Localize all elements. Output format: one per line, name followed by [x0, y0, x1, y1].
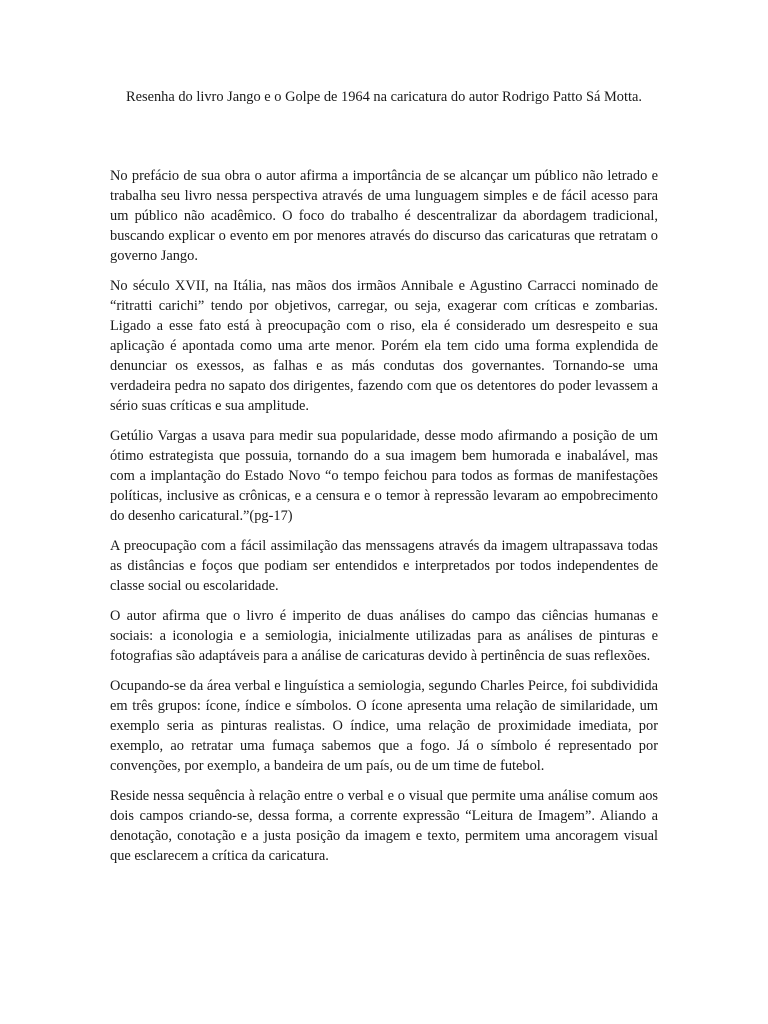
document-title: Resenha do livro Jango e o Golpe de 1964 na caricatura do autor Rodrigo Patto Sá Motta. [126, 89, 642, 105]
paragraph-4: A preocupação com a fácil assimilação das menssagens através da imagem ultrapassava todas as distâncias e foços que podiam ser entendidos e interpretados por todos independentes de classe social ou escolaridade. [110, 538, 658, 594]
paragraph-3: Getúlio Vargas a usava para medir sua popularidade, desse modo afirmando a posição de um ótimo estrategista que possuia, tornando do a sua imagem bem humorada e inabalável, mas com a implantação do Estado Novo “o tempo feichou para todos as formas de manifestações políticas, inclusive as crônicas, e a censura e o temor à repressão levaram ao empobrecimento do desenho caricatural.”(pg-17) [110, 428, 658, 524]
paragraph-7: Reside nessa sequência à relação entre o verbal e o visual que permite uma análise comum aos dois campos criando-se, dessa forma, a corrente expressão “Leitura de Imagem”. Aliando a denotação, conotação e a justa posição da imagem e texto, permitem uma ancoragem visual que esclarecem a crítica da caricatura. [110, 788, 658, 864]
paragraph-2: No século XVII, na Itália, nas mãos dos irmãos Annibale e Agustino Carracci nominado de “ritratti carichi” tendo por objetivos, carregar, ou seja, exagerar com críticas e zombarias. Ligado a esse fato está à preocupação com o riso, ela é considerado um desrespeito e sua aplicação é apontada como uma arte menor. Porém ela tem cido uma forma explendida de denunciar os exessos, as falhas e as más condutas dos governantes. Tornando-se uma verdadeira pedra no sapato dos dirigentes, fazendo com que os detentores do poder levassem a sério suas críticas e sua amplitude. [110, 278, 658, 414]
paragraph-5: O autor afirma que o livro é imperito de duas análises do campo das ciências humanas e sociais: a iconologia e a semiologia, inicialmente utilizadas para as análises de pinturas e fotografias são adaptáveis para a análise de caricaturas devido à pertinência de suas reflexões. [110, 608, 658, 664]
document-body [110, 166, 658, 876]
paragraph-6: Ocupando-se da área verbal e linguística a semiologia, segundo Charles Peirce, foi subdividida em três grupos: ícone, índice e símbolos. O ícone apresenta uma relação de similaridade, um exemplo seria as pinturas realistas. O índice, uma relação de proximidade imediata, por exemplo, ao retratar uma fumaça sabemos que a fogo. Já o símbolo é representado por convenções, por exemplo, a bandeira de um país, ou de um time de futebol. [110, 678, 658, 774]
paragraph-1: No prefácio de sua obra o autor afirma a importância de se alcançar um público não letrado e trabalha seu livro nessa perspectiva através de uma lunguagem simples e de fácil acesso para um público não acadêmico. O foco do trabalho é descentralizar da abordagem tradicional, buscando explicar o evento em por menores através do discurso das caricaturas que retratam o governo Jango. [110, 168, 658, 264]
